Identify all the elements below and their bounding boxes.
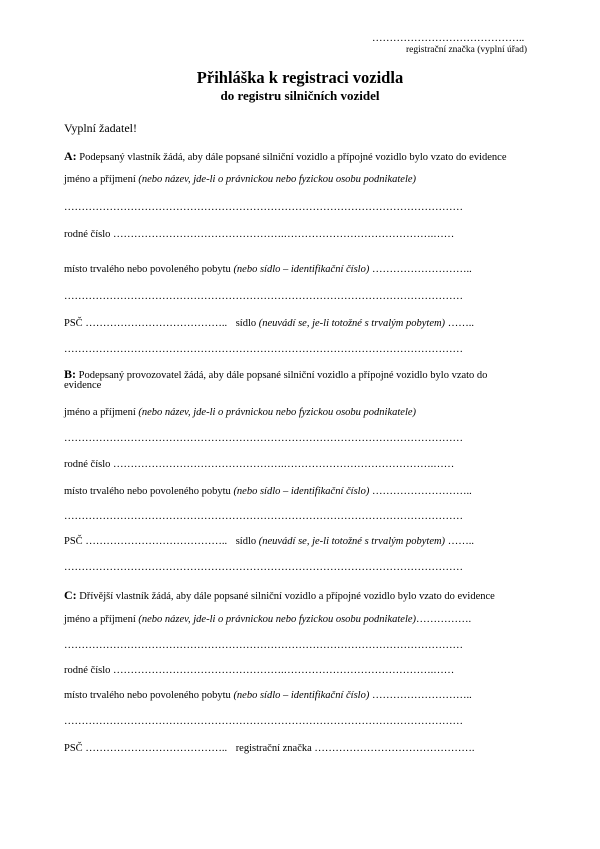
section-b-sidlo-field-2[interactable]: …………………………………………………………………………………………………… bbox=[64, 562, 463, 573]
page-subtitle: do registru silničních vozidel bbox=[220, 88, 380, 103]
section-c-psc-row bbox=[64, 743, 475, 754]
page-title: Přihláška k registraci vozidla bbox=[196, 68, 404, 87]
name-label: jméno a příjmení bbox=[64, 174, 136, 185]
section-b-text-cont: evidence bbox=[64, 380, 102, 391]
section-a-name-row bbox=[64, 174, 416, 185]
psc-label: PSČ bbox=[64, 743, 83, 754]
section-b-address-row bbox=[64, 486, 472, 497]
section-a-address-row bbox=[64, 264, 472, 275]
section-c-rc-field[interactable]: ………………………………………….…………………………………….…… bbox=[113, 665, 455, 676]
name-label: jméno a příjmení bbox=[64, 407, 136, 418]
section-c-rc-row bbox=[64, 665, 454, 676]
rc-label: rodné číslo bbox=[64, 459, 111, 470]
psc-label: PSČ bbox=[64, 536, 83, 547]
name-hint: (nebo název, jde-li o právnickou nebo fyzickou osobu podnikatele) bbox=[138, 407, 417, 418]
name-hint: (nebo název, jde-li o právnickou nebo fyzickou osobu podnikatele) bbox=[138, 614, 417, 625]
section-a-address-field[interactable]: ……………………….. bbox=[371, 264, 472, 275]
address-hint: (nebo sídlo – identifikační číslo) bbox=[233, 264, 370, 275]
section-b-psc-row bbox=[64, 536, 474, 547]
section-c-name-row bbox=[64, 614, 471, 625]
section-a-text: Podepsaný vlastník žádá, aby dále popsané silniční vozidlo a přípojné vozidlo bylo vzato do evidence bbox=[79, 152, 507, 163]
section-c-heading bbox=[64, 588, 495, 603]
psc-label: PSČ bbox=[64, 318, 83, 329]
section-b-address-field[interactable]: ……………………….. bbox=[371, 486, 472, 497]
registration-number-note: registrační značka (vyplní úřad) bbox=[406, 45, 528, 55]
section-a-letter: A: bbox=[64, 149, 77, 163]
sidlo-label: sídlo bbox=[235, 318, 257, 329]
section-a-sidlo-field-2[interactable]: …………………………………………………………………………………………………… bbox=[64, 344, 463, 355]
section-b-rc-field[interactable]: ………………………………………….…………………………………….…… bbox=[113, 459, 455, 470]
section-b-name-field[interactable]: …………………………………………………………………………………………………… bbox=[64, 433, 463, 444]
section-b-psc-field[interactable]: ………………………………….. bbox=[85, 536, 228, 547]
section-c-text: Dřívější vlastník žádá, aby dále popsané silniční vozidlo a přípojné vozidlo bylo vzato do evidence bbox=[79, 591, 495, 602]
section-c-letter: C: bbox=[64, 588, 77, 602]
intro-text: Vyplní žadatel! bbox=[64, 121, 137, 135]
section-b-name-row bbox=[64, 407, 416, 418]
section-c-name-field[interactable]: ……………. bbox=[416, 614, 472, 625]
section-c-address-row bbox=[64, 690, 472, 701]
section-a-sidlo-field[interactable]: …….. bbox=[447, 318, 474, 329]
section-b-sidlo-field[interactable]: …….. bbox=[447, 536, 474, 547]
registration-number-field[interactable]: …………………………………….. bbox=[372, 33, 525, 44]
section-b-heading bbox=[64, 367, 487, 382]
section-c-registration-mark-field[interactable]: ………………………………………. bbox=[314, 743, 475, 754]
address-label: místo trvalého nebo povoleného pobytu bbox=[64, 486, 231, 497]
registration-mark-label: registrační značka bbox=[235, 743, 312, 754]
section-b-rc-row bbox=[64, 459, 454, 470]
rc-label: rodné číslo bbox=[64, 665, 111, 676]
section-b-address-field-2[interactable]: …………………………………………………………………………………………………… bbox=[64, 511, 463, 522]
section-c-name-field-2[interactable]: …………………………………………………………………………………………………… bbox=[64, 640, 463, 651]
section-c-address-field-2[interactable]: …………………………………………………………………………………………………… bbox=[64, 716, 463, 727]
sidlo-hint: (neuvádí se, je-li totožné s trvalým pobytem) bbox=[258, 318, 446, 329]
section-b-text: Podepsaný provozovatel žádá, aby dále popsané silniční vozidlo a přípojné vozidlo bylo vzato do bbox=[78, 370, 488, 381]
address-label: místo trvalého nebo povoleného pobytu bbox=[64, 264, 231, 275]
rc-label: rodné číslo bbox=[64, 229, 111, 240]
name-hint: (nebo název, jde-li o právnickou nebo fyzickou osobu podnikatele) bbox=[138, 174, 417, 185]
section-a-heading bbox=[64, 149, 506, 164]
section-a-rc-row bbox=[64, 229, 454, 240]
section-a-address-field-2[interactable]: …………………………………………………………………………………………………… bbox=[64, 291, 463, 302]
section-b-letter: B: bbox=[64, 367, 76, 381]
section-a-name-field[interactable]: …………………………………………………………………………………………………… bbox=[64, 202, 463, 213]
address-hint: (nebo sídlo – identifikační číslo) bbox=[233, 690, 370, 701]
address-label: místo trvalého nebo povoleného pobytu bbox=[64, 690, 231, 701]
section-a-psc-field[interactable]: ………………………………….. bbox=[85, 318, 228, 329]
address-hint: (nebo sídlo – identifikační číslo) bbox=[233, 486, 370, 497]
section-c-address-field[interactable]: ……………………….. bbox=[371, 690, 472, 701]
sidlo-hint: (neuvádí se, je-li totožné s trvalým pobytem) bbox=[258, 536, 446, 547]
name-label: jméno a příjmení bbox=[64, 614, 136, 625]
section-a-rc-field[interactable]: ………………………………………….…………………………………….…… bbox=[113, 229, 455, 240]
section-c-psc-field[interactable]: ………………………………….. bbox=[85, 743, 228, 754]
section-a-psc-row bbox=[64, 318, 474, 329]
sidlo-label: sídlo bbox=[235, 536, 257, 547]
